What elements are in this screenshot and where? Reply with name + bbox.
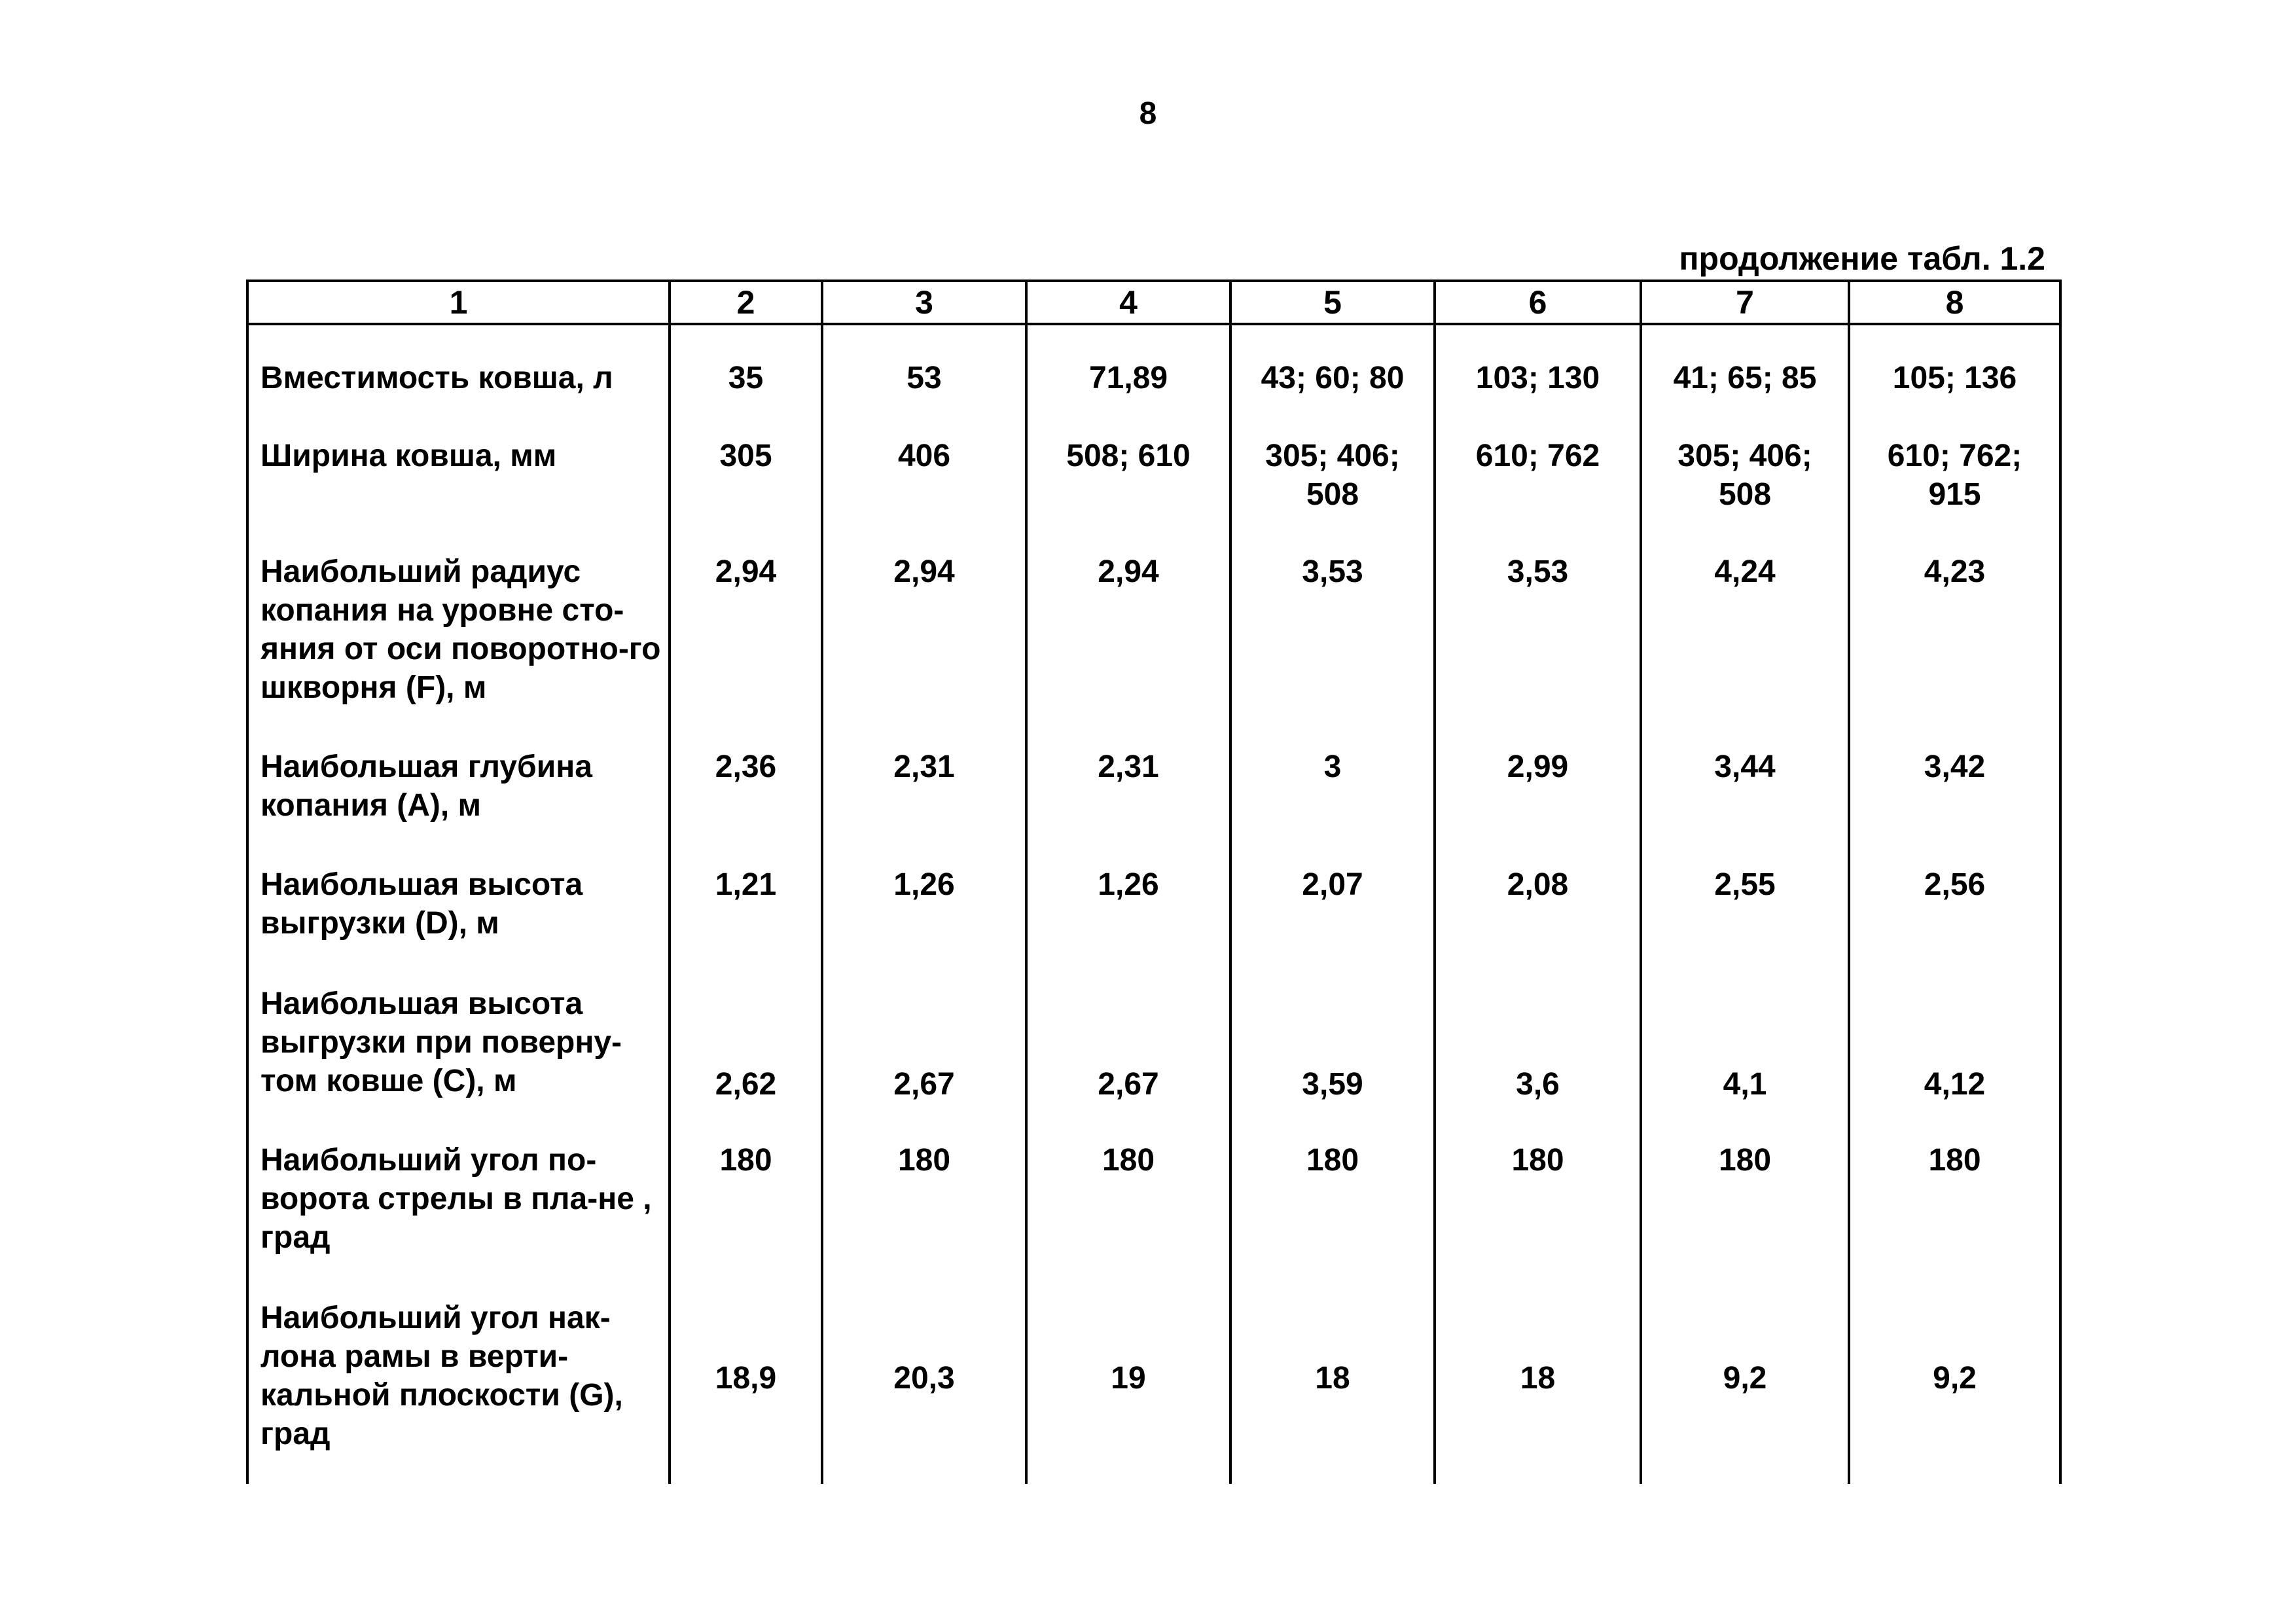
table-cell: 610; 762; 915: [1849, 437, 2060, 552]
table-row: [247, 1299, 2060, 1458]
table-cell: 1,26: [822, 865, 1026, 984]
table-cell: 53: [822, 359, 1026, 437]
row-label: Наибольший радиус копания на уровне сто-яния от оси поворотно-го шкворня (F), м: [247, 552, 670, 748]
table-caption: продолжение табл. 1.2: [1679, 240, 2045, 277]
table-cell: 18: [1230, 1299, 1435, 1458]
table-cell: 2,08: [1435, 865, 1641, 984]
table-cell: 180: [1230, 1141, 1435, 1299]
table-cell: 2,36: [670, 748, 822, 865]
table-cell: 4,1: [1641, 984, 1849, 1142]
table-cell: 305; 406; 508: [1641, 437, 1849, 552]
spacer-row: [247, 1458, 2060, 1485]
column-header: 3: [822, 281, 1026, 324]
table-cell: 2,31: [822, 748, 1026, 865]
table-cell: 610; 762: [1435, 437, 1641, 552]
table-cell: 2,62: [670, 984, 822, 1142]
table-cell: 2,31: [1026, 748, 1230, 865]
table-cell: 9,2: [1849, 1299, 2060, 1458]
table-cell: 43; 60; 80: [1230, 359, 1435, 437]
table-cell: 19: [1026, 1299, 1230, 1458]
table-row: [247, 1141, 2060, 1299]
table-cell: 9,2: [1641, 1299, 1849, 1458]
table-cell: 1,21: [670, 865, 822, 984]
page-number: 8: [1139, 96, 1157, 131]
table-cell: 406: [822, 437, 1026, 552]
column-header: 4: [1026, 281, 1230, 324]
specifications-table: [246, 280, 2062, 1484]
column-header: 8: [1849, 281, 2060, 324]
table-cell: 305: [670, 437, 822, 552]
row-label: Наибольшая высота выгрузки (D), м: [247, 865, 670, 984]
table-cell: 4,24: [1641, 552, 1849, 748]
column-header: 1: [247, 281, 670, 324]
table-cell: 1,26: [1026, 865, 1230, 984]
table-row: [247, 552, 2060, 748]
table-cell: 18,9: [670, 1299, 822, 1458]
table-cell: 180: [1849, 1141, 2060, 1299]
table-cell: 35: [670, 359, 822, 437]
table-row: [247, 865, 2060, 984]
table-cell: 180: [1026, 1141, 1230, 1299]
spacer-row: [247, 324, 2060, 359]
table-cell: 2,99: [1435, 748, 1641, 865]
table-cell: 3,53: [1230, 552, 1435, 748]
row-label: Ширина ковша, мм: [247, 437, 670, 552]
table-row: [247, 437, 2060, 552]
table-cell: 18: [1435, 1299, 1641, 1458]
table-cell: 103; 130: [1435, 359, 1641, 437]
row-label: Наибольшая глубина копания (А), м: [247, 748, 670, 865]
table-cell: 3,6: [1435, 984, 1641, 1142]
table-cell: 180: [822, 1141, 1026, 1299]
table-cell: 2,67: [1026, 984, 1230, 1142]
table-cell: 508; 610: [1026, 437, 1230, 552]
table-cell: 3,44: [1641, 748, 1849, 865]
table-cell: 2,94: [1026, 552, 1230, 748]
table-cell: 4,12: [1849, 984, 2060, 1142]
table-cell: 180: [1641, 1141, 1849, 1299]
header-row: [247, 281, 2060, 324]
table-cell: 2,55: [1641, 865, 1849, 984]
column-header: 5: [1230, 281, 1435, 324]
row-label: Наибольшая высота выгрузки при поверну-том ковше (С), м: [247, 984, 670, 1142]
table-cell: 2,94: [670, 552, 822, 748]
row-label: Наибольший угол нак-лона рамы в верти-кальной плоскости (G), град: [247, 1299, 670, 1458]
table-cell: 2,94: [822, 552, 1026, 748]
table-row: [247, 748, 2060, 865]
table-cell: 2,56: [1849, 865, 2060, 984]
table-cell: 4,23: [1849, 552, 2060, 748]
table-cell: 41; 65; 85: [1641, 359, 1849, 437]
row-label: Вместимость ковша, л: [247, 359, 670, 437]
table-cell: 2,07: [1230, 865, 1435, 984]
table-cell: 3: [1230, 748, 1435, 865]
row-label: Наибольший угол по-ворота стрелы в пла-не , град: [247, 1141, 670, 1299]
column-header: 2: [670, 281, 822, 324]
table-cell: 20,3: [822, 1299, 1026, 1458]
table-row: [247, 359, 2060, 437]
table-cell: 305; 406; 508: [1230, 437, 1435, 552]
column-header: 7: [1641, 281, 1849, 324]
table-row: [247, 984, 2060, 1142]
table-cell: 180: [670, 1141, 822, 1299]
table-cell: 71,89: [1026, 359, 1230, 437]
table-cell: 3,42: [1849, 748, 2060, 865]
table-cell: 180: [1435, 1141, 1641, 1299]
table-cell: 3,59: [1230, 984, 1435, 1142]
column-header: 6: [1435, 281, 1641, 324]
table-cell: 3,53: [1435, 552, 1641, 748]
table-cell: 2,67: [822, 984, 1026, 1142]
table-cell: 105; 136: [1849, 359, 2060, 437]
